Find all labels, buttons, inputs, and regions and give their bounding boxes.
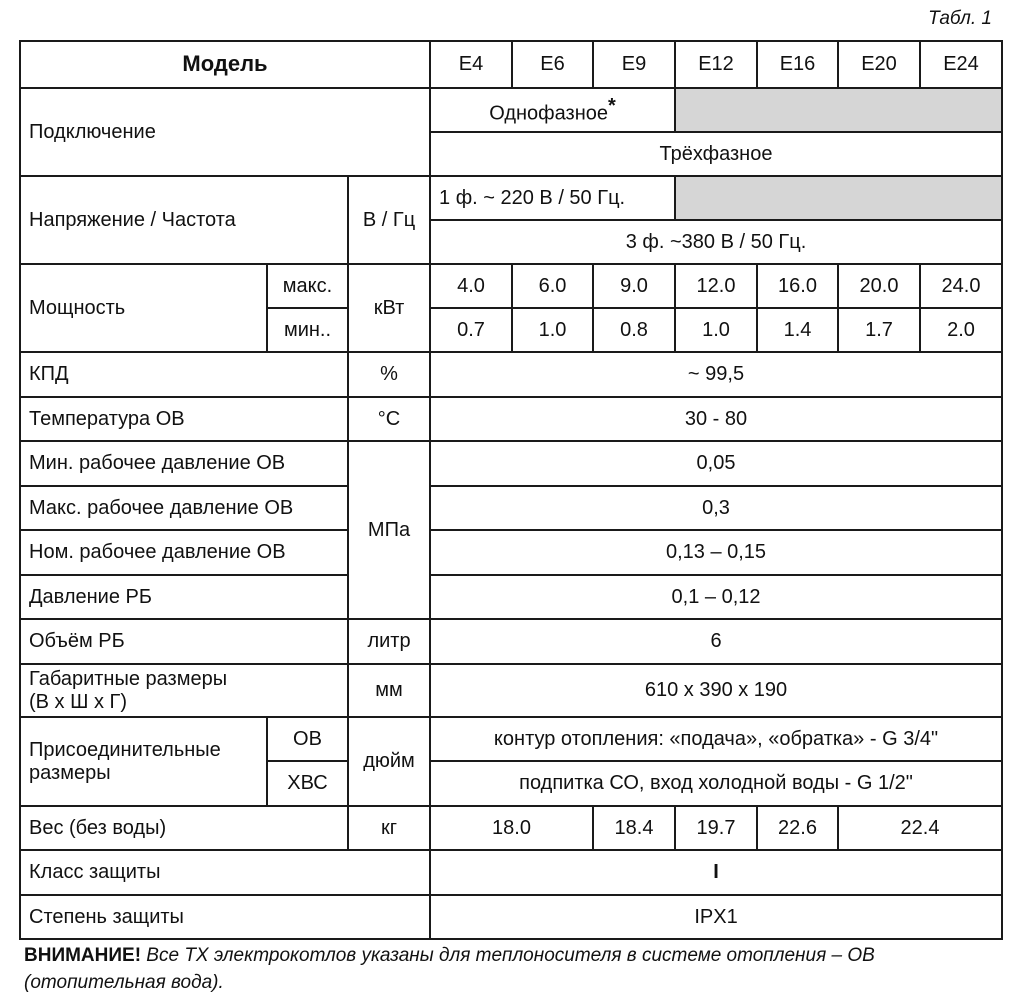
- voltage-row: [20, 176, 1002, 220]
- header-model: Модель: [20, 41, 430, 88]
- voltage-label: Напряжение / Частота: [20, 176, 348, 264]
- connection-row: [20, 88, 1002, 132]
- tank-volume-value: 6: [430, 619, 1002, 664]
- weight-label: Вес (без воды): [20, 806, 348, 850]
- power-min-label: мин..: [267, 308, 348, 352]
- power-max-value: 9.0: [593, 264, 675, 308]
- connections-hvs-value: подпитка СО, вход холодной воды - G 1/2": [430, 761, 1002, 806]
- connection-single: Однофазное*: [430, 88, 675, 132]
- protection-class-label: Класс защиты: [20, 850, 430, 895]
- efficiency-label: КПД: [20, 352, 348, 397]
- attention-text: Все ТХ электрокотлов указаны для теплоносителя в системе отопления – ОВ (отопительная вода).: [24, 945, 875, 993]
- power-min-value: 1.4: [757, 308, 838, 352]
- model-e12: E12: [675, 41, 757, 88]
- dimensions-value: 610 х 390 х 190: [430, 664, 1002, 717]
- power-min-value: 1.0: [512, 308, 593, 352]
- power-max-value: 24.0: [920, 264, 1002, 308]
- temperature-value: 30 - 80: [430, 397, 1002, 441]
- temperature-unit: °С: [348, 397, 430, 441]
- connections-ov-row: [20, 717, 1002, 761]
- weight-value: 19.7: [675, 806, 757, 850]
- footnote-mark: *: [608, 94, 616, 117]
- power-min-value: 1.7: [838, 308, 920, 352]
- header-row: [20, 41, 1002, 88]
- attention-note: [24, 942, 999, 996]
- temperature-label: Температура ОВ: [20, 397, 348, 441]
- weight-value: 22.6: [757, 806, 838, 850]
- power-min-value: 0.8: [593, 308, 675, 352]
- power-max-value: 16.0: [757, 264, 838, 308]
- weight-row: [20, 806, 1002, 850]
- connection-single-na: [675, 88, 1002, 132]
- pressure-min-label: Мин. рабочее давление ОВ: [20, 441, 348, 486]
- connections-ov-value: контур отопления: «подача», «обратка» - G 3/4": [430, 717, 1002, 761]
- tank-volume-label: Объём РБ: [20, 619, 348, 664]
- model-e9: E9: [593, 41, 675, 88]
- connections-label: Присоединительные размеры: [20, 717, 267, 806]
- connections-unit: дюйм: [348, 717, 430, 806]
- model-e16: E16: [757, 41, 838, 88]
- pressure-nom-row: [20, 530, 1002, 575]
- dimensions-unit: мм: [348, 664, 430, 717]
- tank-volume-row: [20, 619, 1002, 664]
- attention-label: ВНИМАНИЕ!: [24, 945, 142, 966]
- voltage-unit: В / Гц: [348, 176, 430, 264]
- temperature-row: [20, 397, 1002, 441]
- pressure-max-value: 0,3: [430, 486, 1002, 530]
- dimensions-row: [20, 664, 1002, 717]
- voltage-three: 3 ф. ~380 В / 50 Гц.: [430, 220, 1002, 264]
- pressure-nom-label: Ном. рабочее давление ОВ: [20, 530, 348, 575]
- model-e4: E4: [430, 41, 512, 88]
- efficiency-row: [20, 352, 1002, 397]
- power-unit: кВт: [348, 264, 430, 352]
- connection-three: Трёхфазное: [430, 132, 1002, 176]
- weight-value: 18.0: [430, 806, 593, 850]
- weight-unit: кг: [348, 806, 430, 850]
- efficiency-value: ~ 99,5: [430, 352, 1002, 397]
- table-caption: Табл. 1: [928, 8, 992, 29]
- power-min-value: 2.0: [920, 308, 1002, 352]
- protection-degree-label: Степень защиты: [20, 895, 430, 939]
- power-min-value: 1.0: [675, 308, 757, 352]
- power-label: Мощность: [20, 264, 267, 352]
- dimensions-label: Габаритные размеры (В х Ш х Г): [20, 664, 348, 717]
- pressure-max-label: Макс. рабочее давление ОВ: [20, 486, 348, 530]
- spec-table: [19, 40, 1003, 940]
- tank-volume-unit: литр: [348, 619, 430, 664]
- weight-value: 18.4: [593, 806, 675, 850]
- weight-value: 22.4: [838, 806, 1002, 850]
- pressure-tank-row: [20, 575, 1002, 619]
- pressure-min-value: 0,05: [430, 441, 1002, 486]
- power-max-value: 6.0: [512, 264, 593, 308]
- power-max-label: макс.: [267, 264, 348, 308]
- pressure-nom-value: 0,13 – 0,15: [430, 530, 1002, 575]
- protection-class-row: [20, 850, 1002, 895]
- power-max-row: [20, 264, 1002, 308]
- protection-degree-row: [20, 895, 1002, 939]
- protection-degree-value: IPX1: [430, 895, 1002, 939]
- pressure-unit: МПа: [348, 441, 430, 619]
- power-max-value: 4.0: [430, 264, 512, 308]
- connections-hvs-label: ХВС: [267, 761, 348, 806]
- efficiency-unit: %: [348, 352, 430, 397]
- protection-class-value: I: [430, 850, 1002, 895]
- voltage-single: 1 ф. ~ 220 В / 50 Гц.: [430, 176, 675, 220]
- power-max-value: 20.0: [838, 264, 920, 308]
- model-e20: E20: [838, 41, 920, 88]
- power-max-value: 12.0: [675, 264, 757, 308]
- pressure-tank-value: 0,1 – 0,12: [430, 575, 1002, 619]
- connection-label: Подключение: [20, 88, 430, 176]
- model-e6: E6: [512, 41, 593, 88]
- pressure-min-row: [20, 441, 1002, 486]
- pressure-tank-label: Давление РБ: [20, 575, 348, 619]
- voltage-single-na: [675, 176, 1002, 220]
- model-e24: E24: [920, 41, 1002, 88]
- connections-ov-label: ОВ: [267, 717, 348, 761]
- pressure-max-row: [20, 486, 1002, 530]
- power-min-value: 0.7: [430, 308, 512, 352]
